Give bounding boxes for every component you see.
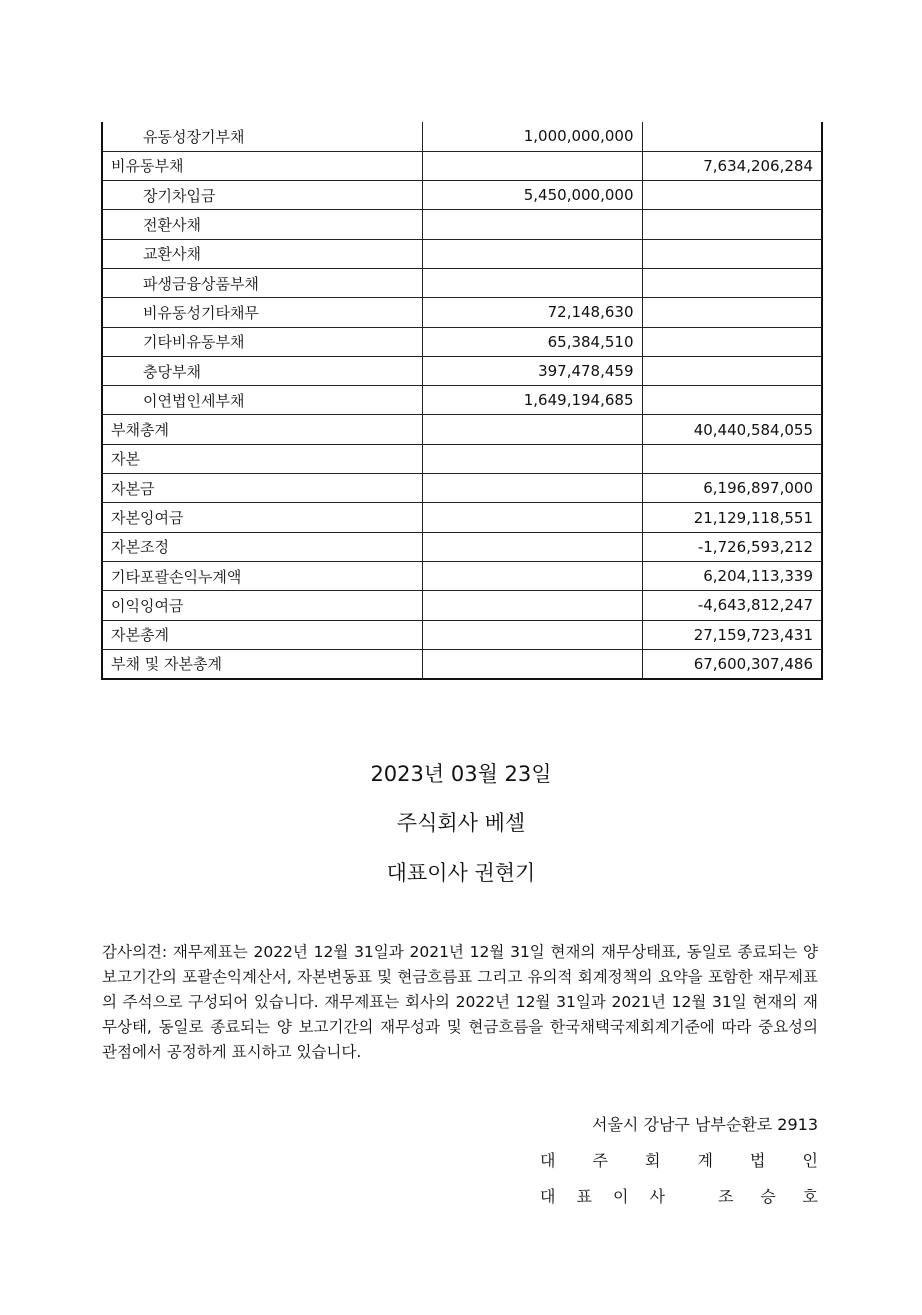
auditor-firm (540, 1148, 818, 1171)
table-row (102, 561, 822, 590)
row-label: 이연법인세부채 (102, 386, 422, 415)
table-row (102, 327, 822, 356)
auditor-rep-title (540, 1184, 665, 1207)
auditor-rep-name-char: 승 (760, 1187, 776, 1206)
row-total-amount: 6,204,113,339 (642, 561, 822, 590)
row-total-amount (642, 239, 822, 268)
row-total-amount: 40,440,584,055 (642, 415, 822, 444)
row-label: 교환사채 (102, 239, 422, 268)
row-total-amount: 6,196,897,000 (642, 474, 822, 503)
row-total-amount (642, 210, 822, 239)
row-subtotal-amount (422, 561, 642, 590)
row-label: 부채 및 자본총계 (102, 649, 422, 678)
table-row (102, 415, 822, 444)
row-label: 충당부채 (102, 356, 422, 385)
table-row (102, 503, 822, 532)
row-total-amount: 27,159,723,431 (642, 620, 822, 649)
table-row (102, 591, 822, 620)
auditor-address: 서울시 강남구 남부순환로 2913 (592, 1115, 818, 1134)
auditor-rep-name-char: 조 (718, 1187, 734, 1206)
table-row (102, 181, 822, 210)
auditor-firm-char: 계 (697, 1151, 713, 1170)
table-row (102, 298, 822, 327)
table-row (102, 444, 822, 473)
row-label: 기타비유동부채 (102, 327, 422, 356)
auditor-rep-char: 사 (649, 1187, 665, 1206)
row-total-amount (642, 298, 822, 327)
row-label: 비유동부채 (102, 151, 422, 180)
table-row (102, 210, 822, 239)
auditor-rep-char: 이 (613, 1187, 629, 1206)
row-label: 자본조정 (102, 532, 422, 561)
row-label: 기타포괄손익누계액 (102, 561, 422, 590)
row-total-amount (642, 327, 822, 356)
row-label: 자본총계 (102, 620, 422, 649)
row-subtotal-amount (422, 591, 642, 620)
row-total-amount (642, 444, 822, 473)
table-row (102, 649, 822, 678)
row-label: 자본 (102, 444, 422, 473)
row-subtotal-amount (422, 444, 642, 473)
table-row (102, 474, 822, 503)
row-subtotal-amount (422, 415, 642, 444)
auditor-firm-char: 인 (802, 1151, 818, 1170)
row-total-amount (642, 181, 822, 210)
report-date: 2023년 03월 23일 (370, 762, 552, 786)
row-label: 자본금 (102, 474, 422, 503)
table-row (102, 122, 822, 151)
row-label: 장기차입금 (102, 181, 422, 210)
table-row (102, 239, 822, 268)
row-subtotal-amount (422, 474, 642, 503)
row-subtotal-amount (422, 620, 642, 649)
row-label: 파생금융상품부채 (102, 268, 422, 297)
auditor-rep-char: 표 (576, 1187, 592, 1206)
row-subtotal-amount (422, 151, 642, 180)
auditor-firm-char: 대 (540, 1151, 556, 1170)
row-subtotal-amount (422, 268, 642, 297)
table-row (102, 356, 822, 385)
row-subtotal-amount: 1,649,194,685 (422, 386, 642, 415)
row-total-amount: 21,129,118,551 (642, 503, 822, 532)
row-total-amount (642, 386, 822, 415)
auditor-rep-name (718, 1184, 818, 1207)
row-total-amount (642, 356, 822, 385)
row-subtotal-amount: 65,384,510 (422, 327, 642, 356)
auditor-rep-char: 대 (540, 1187, 556, 1206)
auditor-firm-char: 법 (750, 1151, 766, 1170)
row-subtotal-amount (422, 210, 642, 239)
row-subtotal-amount (422, 503, 642, 532)
row-label: 전환사채 (102, 210, 422, 239)
row-label: 부채총계 (102, 415, 422, 444)
row-label: 유동성장기부채 (102, 122, 422, 151)
row-label: 이익잉여금 (102, 591, 422, 620)
row-total-amount (642, 122, 822, 151)
balance-sheet-table (101, 122, 823, 680)
company-name: 주식회사 베셀 (396, 811, 526, 835)
row-subtotal-amount (422, 532, 642, 561)
audit-opinion: 감사의견: 재무제표는 2022년 12월 31일과 2021년 12월 31일 현재의 재무상태표, 동일로 종료되는 양 보고기간의 포괄손익계산서, 자본변동표 및 현금흐름표 그리고 유의적 회계정책의 요약을 포함한 재무제표의 주석으로 구성되어 있습니다. 재무제표는 회사의 2022년 12월 31일과 2021년 12월 31일 현재의 재무상태, 동일로 종료되는 양 보고기간의 재무성과 및 현금흐름을 한국채택국제회계기준에 따라 중요성의 관점에서 공정하게 표시하고 있습니다. (102, 943, 818, 1061)
row-subtotal-amount: 1,000,000,000 (422, 122, 642, 151)
row-total-amount: 67,600,307,486 (642, 649, 822, 678)
row-subtotal-amount: 72,148,630 (422, 298, 642, 327)
row-label: 비유동성기타채무 (102, 298, 422, 327)
auditor-firm-char: 주 (592, 1151, 608, 1170)
row-subtotal-amount (422, 239, 642, 268)
row-subtotal-amount: 5,450,000,000 (422, 181, 642, 210)
row-total-amount: -4,643,812,247 (642, 591, 822, 620)
table-row (102, 268, 822, 297)
auditor-representative (540, 1184, 818, 1207)
auditor-rep-name-char: 호 (802, 1187, 818, 1206)
table-row (102, 532, 822, 561)
auditor-firm-char: 회 (645, 1151, 661, 1170)
table-row (102, 151, 822, 180)
row-subtotal-amount: 397,478,459 (422, 356, 642, 385)
balance-sheet-body (102, 122, 822, 679)
ceo-name: 대표이사 권현기 (386, 861, 536, 885)
row-total-amount: -1,726,593,212 (642, 532, 822, 561)
table-row (102, 620, 822, 649)
row-subtotal-amount (422, 649, 642, 678)
row-total-amount: 7,634,206,284 (642, 151, 822, 180)
row-total-amount (642, 268, 822, 297)
table-row (102, 386, 822, 415)
row-label: 자본잉여금 (102, 503, 422, 532)
